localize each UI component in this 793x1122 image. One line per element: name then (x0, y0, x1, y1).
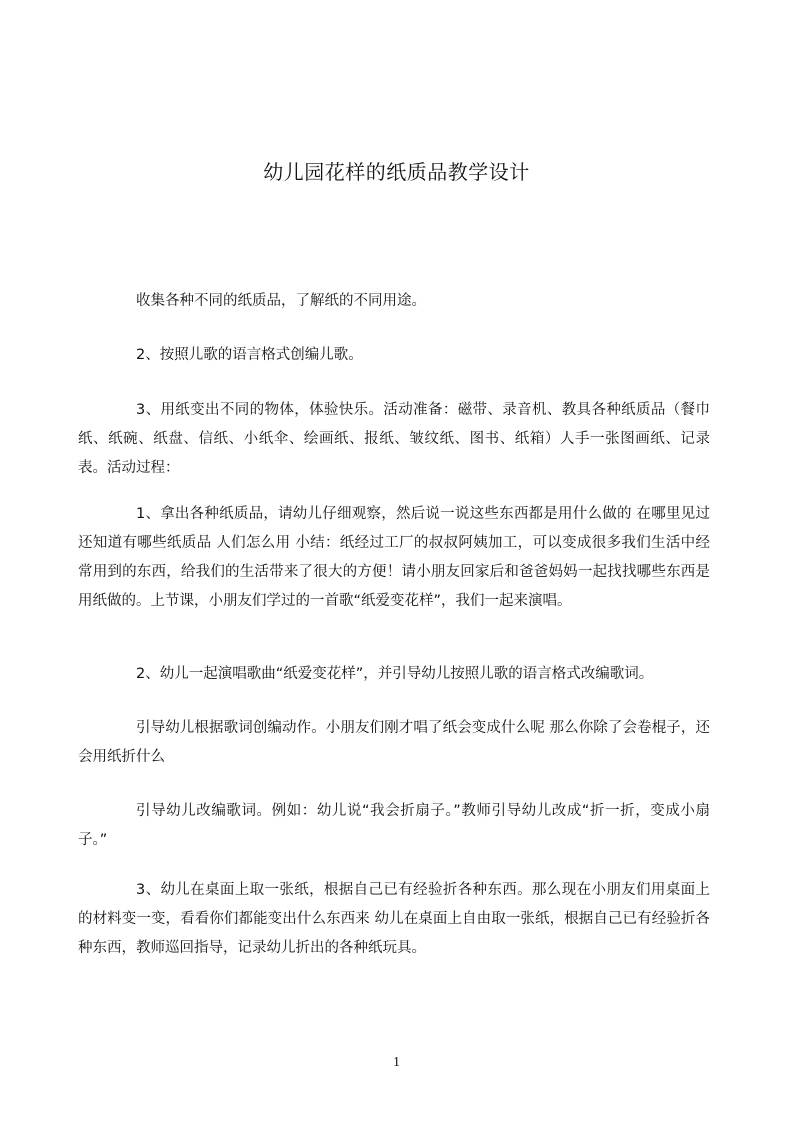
paragraph-goal-2: 2、按照儿歌的语言格式创编儿歌。 (136, 347, 363, 363)
paragraph-step-1: 1、拿出各种纸质品，请幼儿仔细观察，然后说一说这些东西都是用什么做的 在哪里见过 还知道有哪些纸质品 人们怎么用 小结：纸经过工厂的叔叔阿姨加工，可以变成很多我们生活中经常用到的东西，给我们的生活带来了很大的方便！请小朋友回家后和爸爸妈妈一起找找哪些东西是用纸做的。上节课，小朋友们学过的一首歌“纸爱变花样”，我们一起来演唱。 (78, 506, 710, 609)
paragraph-rewrite-lyrics: 引导幼儿改编歌词。例如：幼儿说“我会折扇子。”教师引导幼儿改成“折一折，变成小扇子。” (78, 803, 710, 848)
paragraph-collect-paper: 收集各种不同的纸质品，了解纸的不同用途。 (136, 293, 426, 309)
paragraph-goal-3-preparation: 3、用纸变出不同的物体，体验快乐。活动准备：磁带、录音机、教具各种纸质品（餐巾纸、纸碗、纸盘、信纸、小纸伞、绘画纸、报纸、皱纹纸、图书、纸箱）人手一张图画纸、记录表。活动过程： (78, 402, 710, 476)
page-number: 1 (393, 1055, 400, 1070)
paragraph-step-2: 2、幼儿一起演唱歌曲“纸爱变花样”，并引导幼儿按照儿歌的语言格式改编歌词。 (136, 666, 654, 682)
paragraph-actions: 引导幼儿根据歌词创编动作。小朋友们刚才唱了纸会变成什么呢 那么你除了会卷棍子，还会用纸折什么 (78, 720, 710, 765)
paragraph-step-3: 3、幼儿在桌面上取一张纸，根据自己已有经验折各种东西。那么现在小朋友们用桌面上的材料变一变，看看你们都能变出什么东西来 幼儿在桌面上自由取一张纸，根据自己已有经验折各种东西，教师巡回指导，记录幼儿折出的各种纸玩具。 (78, 882, 710, 956)
page-title: 幼儿园花样的纸质品教学设计 (263, 160, 530, 185)
